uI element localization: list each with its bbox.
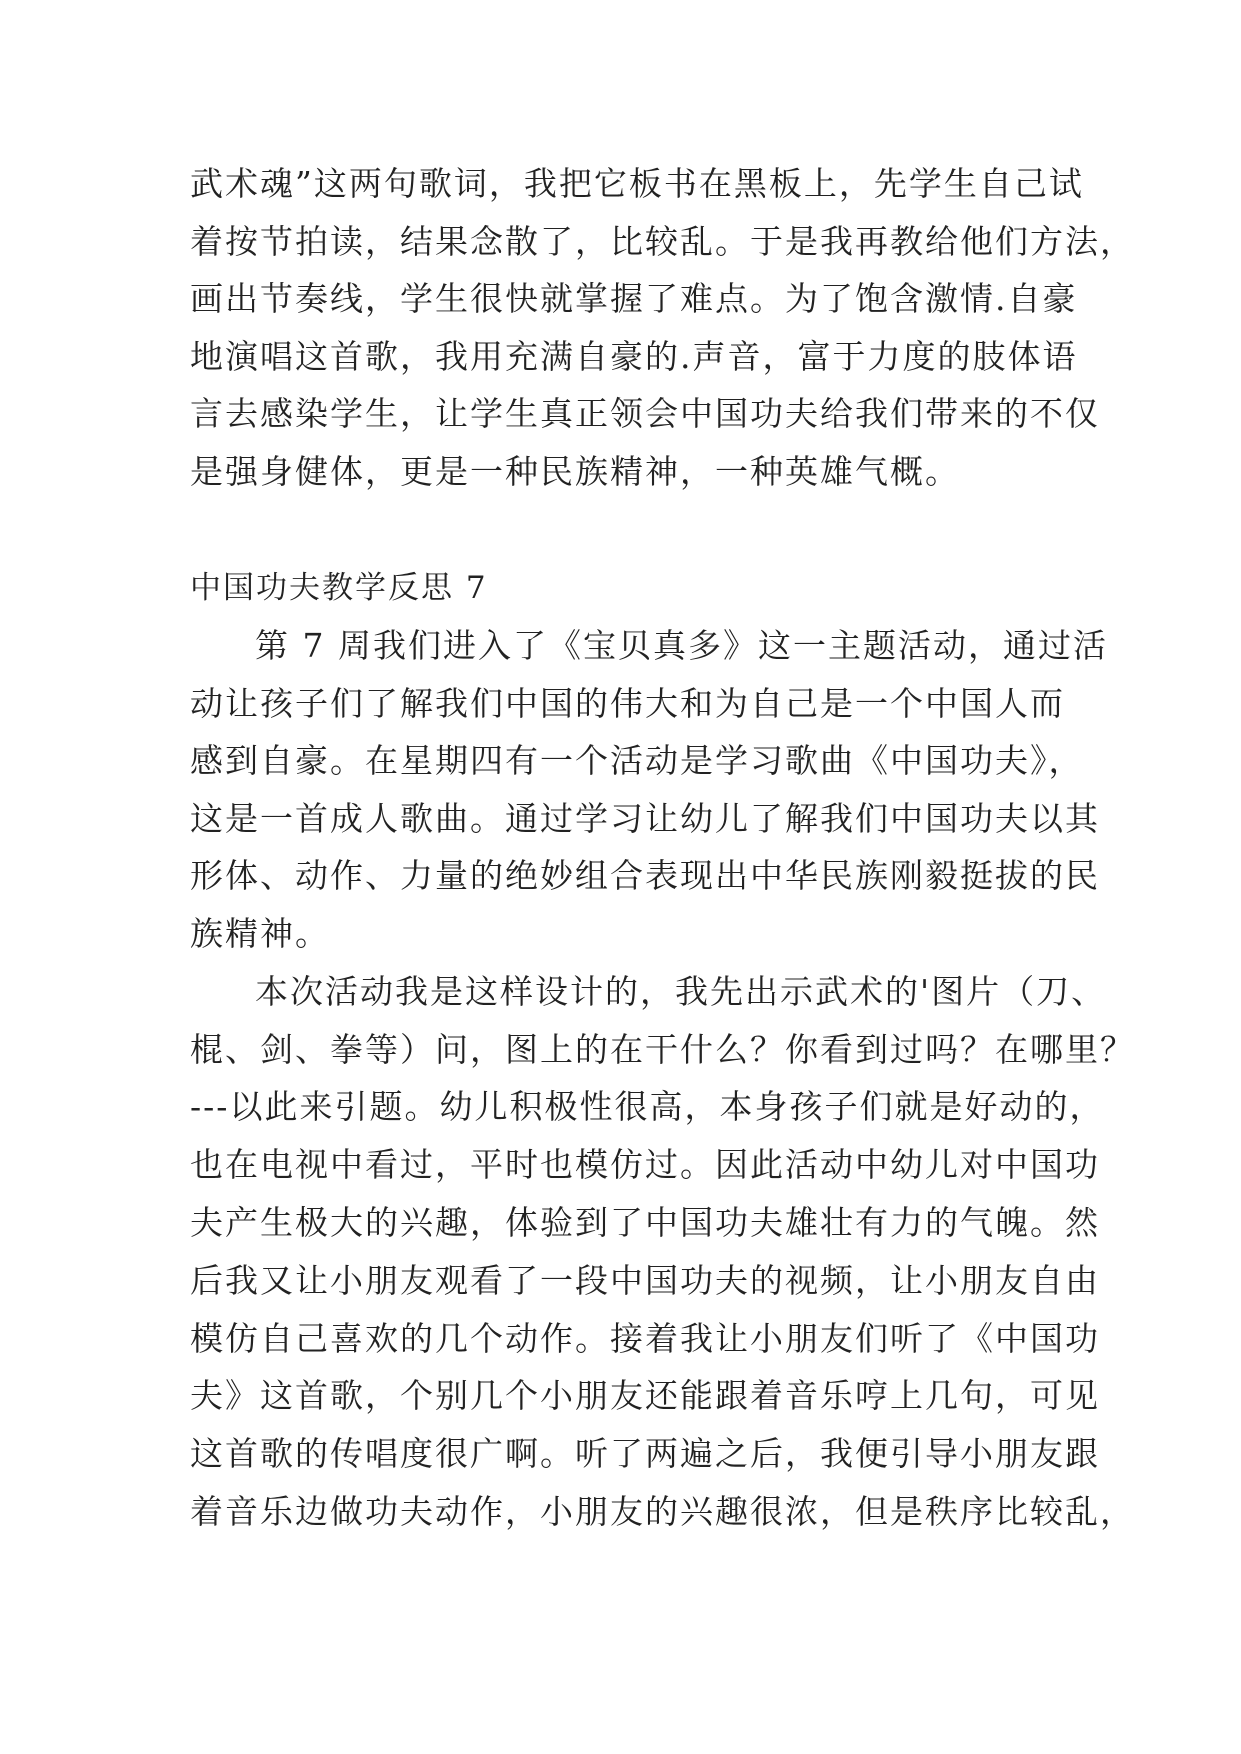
paragraph-line: 后我又让小朋友观看了一段中国功夫的视频，让小朋友自由 — [190, 1261, 1100, 1300]
paragraph-line: 模仿自己喜欢的几个动作。接着我让小朋友们听了《中国功 — [190, 1319, 1100, 1358]
paragraph-line: 夫》这首歌，个别几个小朋友还能跟着音乐哼上几句，可见 — [190, 1376, 1100, 1415]
paragraph-line: 族精神。 — [190, 914, 330, 953]
paragraph-line: 画出节奏线，学生很快就掌握了难点。为了饱含激情.自豪 — [190, 279, 1078, 318]
paragraph-line: 着音乐边做功夫动作，小朋友的兴趣很浓，但是秩序比较乱， — [190, 1492, 1135, 1531]
paragraph-line: 这是一首成人歌曲。通过学习让幼儿了解我们中国功夫以其 — [190, 799, 1100, 838]
paragraph-line: 地演唱这首歌，我用充满自豪的.声音，富于力度的肢体语 — [190, 337, 1078, 376]
paragraph-line: 夫产生极大的兴趣，体验到了中国功夫雄壮有力的气魄。然 — [190, 1203, 1100, 1242]
paragraph-line: 是强身健体，更是一种民族精神，一种英雄气概。 — [190, 452, 960, 491]
paragraph-line: 感到自豪。在星期四有一个活动是学习歌曲《中国功夫》， — [190, 741, 1084, 780]
paragraph-line: ---以此来引题。幼儿积极性很高，本身孩子们就是好动的， — [190, 1087, 1105, 1126]
paragraph-line: 第 7 周我们进入了《宝贝真多》这一主题活动，通过活 — [255, 626, 1108, 665]
paragraph-line: 言去感染学生，让学生真正领会中国功夫给我们带来的不仅 — [190, 394, 1100, 433]
paragraph-line: 本次活动我是这样设计的，我先出示武术的'图片（刀、 — [255, 972, 1107, 1011]
paragraph-line: 武术魂”这两句歌词，我把它板书在黑板上，先学生自己试 — [190, 164, 1084, 203]
paragraph-line: 这首歌的传唱度很广啊。听了两遍之后，我便引导小朋友跟 — [190, 1434, 1100, 1473]
paragraph-line: 形体、动作、力量的绝妙组合表现出中华民族刚毅挺拔的民 — [190, 856, 1100, 895]
paragraph-line: 也在电视中看过，平时也模仿过。因此活动中幼儿对中国功 — [190, 1145, 1100, 1184]
paragraph-line: 着按节拍读，结果念散了，比较乱。于是我再教给他们方法， — [190, 222, 1135, 261]
paragraph-line: 动让孩子们了解我们中国的伟大和为自己是一个中国人而 — [190, 684, 1065, 723]
section-title: 中国功夫教学反思 7 — [190, 570, 488, 606]
paragraph-line: 棍、剑、拳等）问，图上的在干什么？你看到过吗？在哪里？ — [190, 1030, 1135, 1069]
